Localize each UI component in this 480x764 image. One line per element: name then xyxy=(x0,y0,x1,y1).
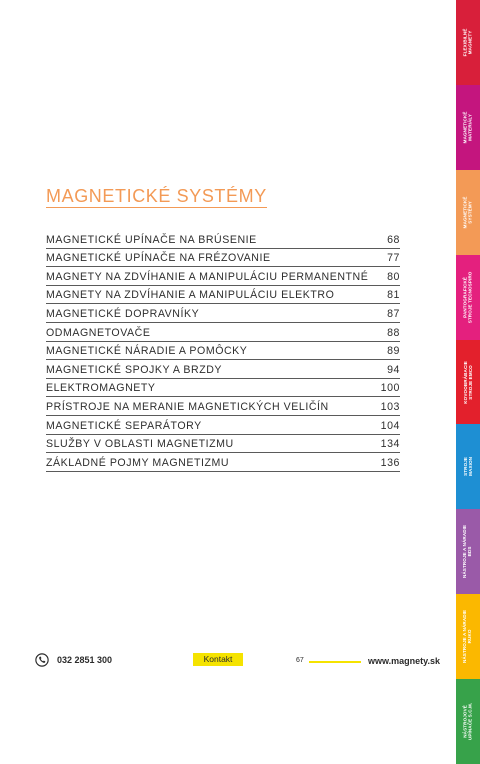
toc-entry-page: 94 xyxy=(387,363,400,376)
toc-entry-page: 81 xyxy=(387,289,400,302)
side-tab-label: NÁSTROJOVÉ UPÍNAČE S.C.M. xyxy=(462,702,474,741)
side-tab[interactable] xyxy=(456,85,480,170)
toc-entry-page: 136 xyxy=(380,456,400,469)
toc-entry-label: ELEKTROMAGNETY xyxy=(46,382,156,395)
toc-entry-label: MAGNETICKÉ SEPARÁTORY xyxy=(46,419,202,432)
table-of-contents xyxy=(46,230,400,472)
toc-entry-label: MAGNETY NA ZDVÍHANIE A MANIPULÁCIU PERMANENTNÉ xyxy=(46,270,369,283)
section-tabs xyxy=(456,0,480,741)
side-tab[interactable] xyxy=(456,424,480,509)
toc-entry-page: 89 xyxy=(387,345,400,358)
side-tab-label: FLEXIBILNÉ MAGNETY xyxy=(462,28,473,57)
toc-entry-page: 80 xyxy=(387,270,400,283)
toc-row[interactable] xyxy=(46,342,400,361)
toc-entry-page: 103 xyxy=(380,400,400,413)
phone-icon xyxy=(35,653,49,667)
toc-entry-label: MAGNETICKÉ SPOJKY A BRZDY xyxy=(46,363,223,376)
toc-entry-label: MAGNETY NA ZDVÍHANIE A MANIPULÁCIU ELEKTRO xyxy=(46,289,335,302)
side-tab-label: STROJE MAXION xyxy=(462,457,473,477)
side-tab-label: KOVOOBRÁBACIE STROJE EMCO xyxy=(462,360,473,404)
toc-entry-page: 104 xyxy=(380,419,400,432)
toc-row[interactable] xyxy=(46,323,400,342)
side-tab[interactable] xyxy=(456,679,480,764)
toc-row[interactable] xyxy=(46,360,400,379)
side-tab-label: MAGNETICKÉ MATERIÁLY xyxy=(462,111,474,144)
side-tab[interactable] xyxy=(456,340,480,425)
side-tab[interactable] xyxy=(456,0,480,85)
contact-button[interactable]: Kontakt xyxy=(193,653,243,666)
section-title: MAGNETICKÉ SYSTÉMY xyxy=(46,186,267,206)
side-tab-label: PANTOGRAFICKÉ STROJE TECNOSPIRO xyxy=(462,271,474,323)
side-tab-label: NÁSTROJE A NÁRADIE RUKO xyxy=(462,609,473,664)
side-tab-label: MAGNETICKÉ SYSTÉMY xyxy=(462,196,474,229)
website-link[interactable]: www.magnety.sk xyxy=(368,656,441,666)
toc-row[interactable] xyxy=(46,453,400,472)
toc-entry-label: MAGNETICKÉ UPÍNAČE NA BRÚSENIE xyxy=(46,233,257,246)
toc-entry-page: 68 xyxy=(387,233,400,246)
toc-row[interactable] xyxy=(46,230,400,249)
toc-row[interactable] xyxy=(46,435,400,454)
toc-entry-label: ZÁKLADNÉ POJMY MAGNETIZMU xyxy=(46,456,230,469)
toc-entry-label: MAGNETICKÉ NÁRADIE A POMÔCKY xyxy=(46,345,248,358)
toc-row[interactable] xyxy=(46,416,400,435)
phone-number[interactable]: 032 2851 300 xyxy=(57,655,113,665)
toc-entry-label: MAGNETICKÉ DOPRAVNÍKY xyxy=(46,307,200,320)
side-tab[interactable] xyxy=(456,509,480,594)
toc-entry-page: 134 xyxy=(380,438,400,451)
toc-entry-page: 88 xyxy=(387,326,400,339)
side-tab-label: NÁSTROJE A NÁRADIE BDS xyxy=(462,525,473,579)
toc-entry-page: 77 xyxy=(387,252,400,265)
toc-entry-label: ODMAGNETOVAČE xyxy=(46,326,151,339)
toc-entry-label: PRÍSTROJE NA MERANIE MAGNETICKÝCH VELIČÍN xyxy=(46,400,329,413)
side-tab[interactable] xyxy=(456,594,480,679)
footer-divider xyxy=(309,661,361,663)
toc-entry-label: MAGNETICKÉ UPÍNAČE NA FRÉZOVANIE xyxy=(46,252,271,265)
toc-entry-page: 100 xyxy=(380,382,400,395)
toc-entry-page: 87 xyxy=(387,307,400,320)
toc-row[interactable] xyxy=(46,267,400,286)
side-tab[interactable] xyxy=(456,170,480,255)
toc-row[interactable] xyxy=(46,286,400,305)
page-number: 67 xyxy=(296,657,304,664)
toc-row[interactable] xyxy=(46,379,400,398)
toc-row[interactable] xyxy=(46,304,400,323)
side-tab[interactable] xyxy=(456,255,480,340)
toc-row[interactable] xyxy=(46,249,400,268)
toc-entry-label: SLUŽBY V OBLASTI MAGNETIZMU xyxy=(46,438,234,451)
toc-row[interactable] xyxy=(46,397,400,416)
page-footer xyxy=(0,648,456,674)
